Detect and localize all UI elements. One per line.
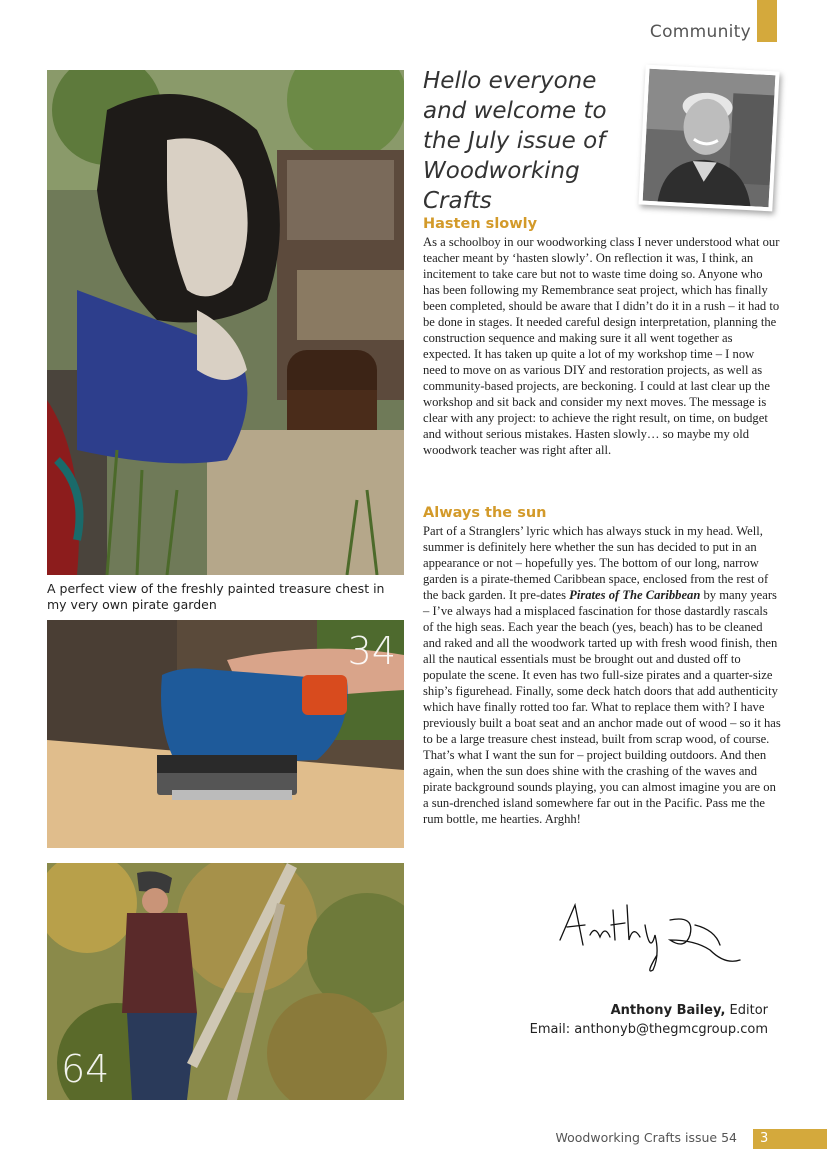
intro-title: Hello everyone and welcome to the July issue of Woodworking Crafts [423, 68, 607, 214]
article-heading: Always the sun [423, 505, 547, 521]
email-label: Email: [529, 1022, 575, 1037]
gardener-photo [47, 863, 404, 1100]
figurehead-photo [47, 70, 404, 575]
article-body [423, 523, 781, 827]
editor-email-link[interactable]: anthonyb@thegmcgroup.com [574, 1022, 768, 1037]
section-accent-bar [757, 0, 777, 42]
footer-publication: Woodworking Crafts issue 54 [555, 1130, 737, 1145]
page-ref-34: 34 [347, 629, 396, 673]
editor-role: Editor [725, 1003, 768, 1018]
article-heading: Hasten slowly [423, 216, 538, 232]
photo-caption: A perfect view of the freshly painted treasure chest in my very own pirate garden [47, 581, 385, 612]
section-label: Community [649, 22, 751, 42]
editor-portrait [638, 65, 779, 212]
jigsaw-photo [47, 620, 404, 848]
page-ref-64: 64 [61, 1047, 110, 1091]
editor-name: Anthony Bailey, [610, 1003, 726, 1018]
film-title: Pirates of The Caribbean [569, 588, 701, 602]
body-text: by many years – I’ve always had a misplaced fascination for those dastardly rascals of the high seas. Each year the beach (yes, beach) has to be cleaned and raked and all the woodwork tarted up with fresh wood finish, then all the nautical essentials must be brought out and dusted off to populate the scene. It even has two full-size pirates and a quarter-size ship’s figurehead. Finally, some deck hatch doors that add authenticity which have finally rotted too far. What to replace them with? I have previously built a boat seat and an anchor made out of wood – so it has to be a large treasure chest instead, built from scrap wood, of course. That’s what I want the sun for – project building outdoors. And then again, when the sun does shine with the crashing of the waves and pirate background sounds playing, you can almost imagine you are on a sun-drenched island somewhere far out in the Pacific. Pass me the rum bottle, me hearties. Arghh! [423, 588, 781, 826]
article-hasten-slowly [423, 216, 781, 458]
editor-signature [545, 895, 755, 980]
page-number: 3 [753, 1129, 827, 1149]
article-always-the-sun [423, 505, 781, 827]
body-text: Part of a Stranglers’ lyric which has always stuck in my head. Well, summer is definitely here whether the sun has decided to put in an appearance or not – hopefully yes. The bottom of our long, narrow garden is a pirate-themed Caribbean space, enclosed from the rest of the back garden. It pre-dates [423, 524, 769, 602]
editor-email-line [530, 1020, 768, 1039]
article-body: As a schoolboy in our woodworking class I never understood what our teacher meant by ‘hasten slowly’. On reflection it was, I think, an incitement to take care but not to waste time doing so. Anyone who has been following my Remembrance seat project, which has finally been completed, should be aware that I didn’t do it in a rush – it had to be done in stages. It needed careful design interpretation, planning the construction sequence and making sure it all went together as expected. It has taken up quite a lot of my workshop time – I now need to move on as various DIY and restoration projects, as well as community-based projects, are beckoning. I could at last clear up the workshop and sit back and consider my next moves. The message is clear with any project: to achieve the right result, on time, on budget and without serious mistakes. Hasten slowly… so maybe my old woodwork teacher was right after all. [423, 235, 780, 457]
editor-name-line [530, 1001, 768, 1020]
editor-credit [530, 1001, 768, 1039]
